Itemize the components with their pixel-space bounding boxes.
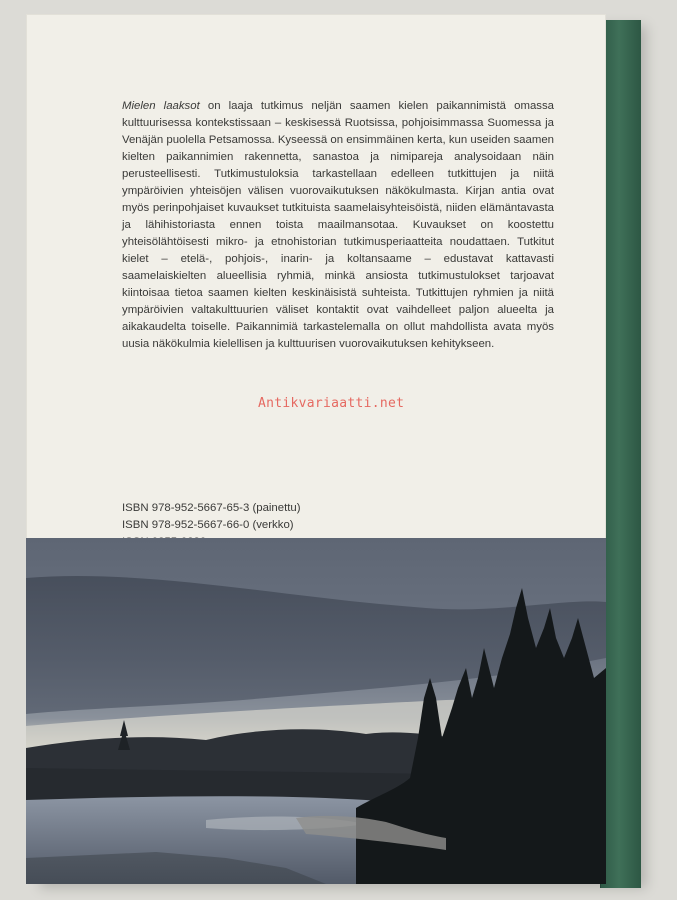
landscape-photo — [26, 538, 606, 884]
blurb-text — [122, 98, 554, 353]
isbn-print: ISBN 978-952-5667-65-3 (painettu) — [122, 502, 301, 514]
blurb-body: on laaja tutkimus neljän saamen kielen paikannimistä omassa kulttuurisessa kontekstissaan – keskisessä Ruotsissa, pohjoisimmassa Suomessa ja Venäjän puolella Petsamossa. Kyseessä on ensimmäinen kerta, kun useiden saamen kielten paikannimien rakennetta, sanastoa ja nimipareja analysoidaan näin perusteellisesti. Tutkimustuloksia tarkastellaan edelleen tutkittujen ja niitä ympäröivien yhteisöjen välisen vuorovaikutuksen näkökulmasta. Kirjan antia ovat myös perinpohjaiset kuvaukset tutkituista saamelaisyhteisöistä, niiden elämäntavasta ja lähihistoriasta ennen toista maailmansotaa. Kuvaukset on koostettu yhteisölähtöisesti mikro- ja etnohistorian tutkimusperiaatteita noudattaen. Tutkitut kielet – etelä-, pohjois-, inarin- ja koltansaame – edustavat kattavasti saamelaiskielten alueellisia ryhmiä, minkä ansiosta tutkimustulokset tarjoavat kiintoisaa tietoa saamen kielten keskinäisistä suhteista. Tutkittujen ryhmien ja niitä ympäröivien valtakulttuurien väliset kontaktit ovat vaihdelleet paljon alueelta ja aikakaudelta toiselle. Paikannimiä tarkastelemalla on ollut mahdollista avata myös uusia näkökulmia kielellisen ja kulttuurisen vuorovaikutuksen kehitykseen. — [122, 100, 554, 350]
back-cover — [26, 14, 606, 884]
book-title: Mielen laaksot — [122, 100, 200, 112]
book-spine — [600, 20, 641, 888]
blurb-paragraph — [122, 98, 554, 353]
watermark-text: Antikvariaatti.net — [258, 396, 405, 411]
isbn-web: ISBN 978-952-5667-66-0 (verkko) — [122, 519, 294, 531]
